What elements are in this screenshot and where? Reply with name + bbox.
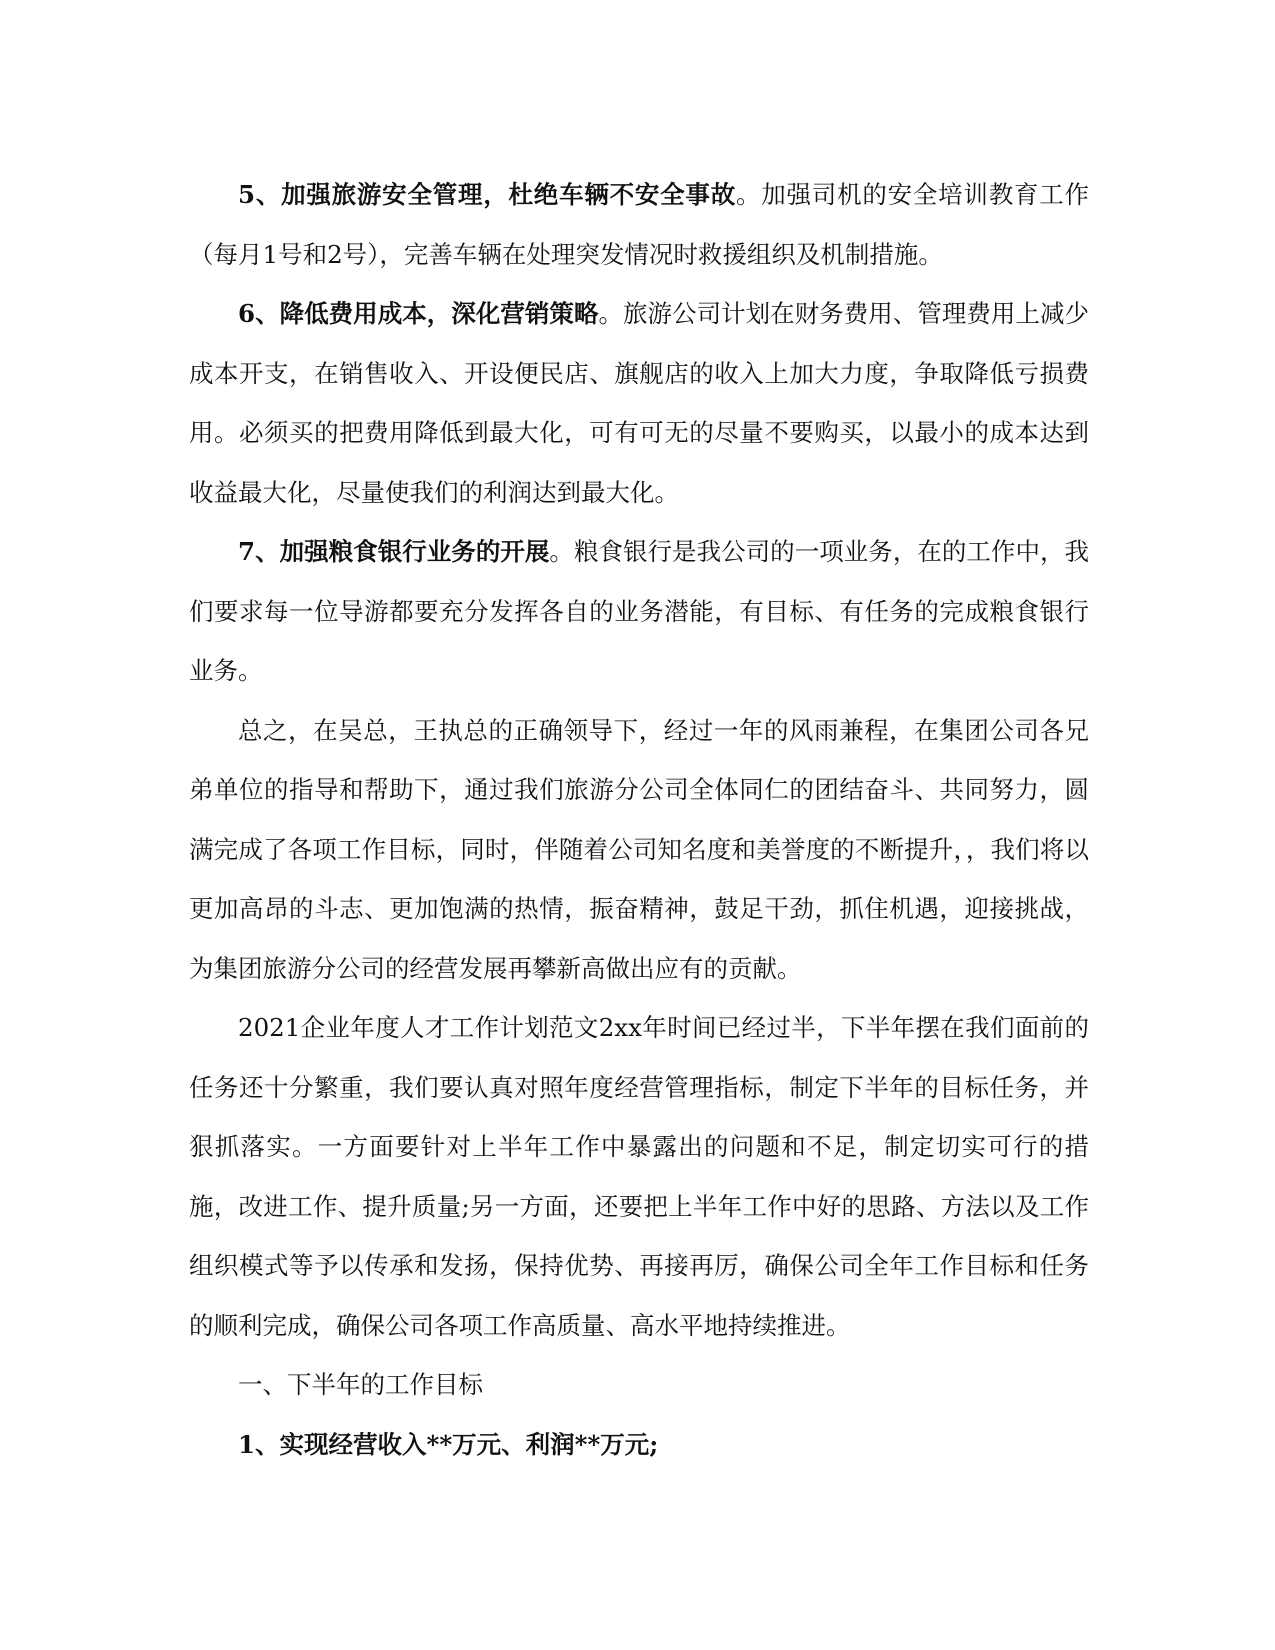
paragraph-safety: [189, 165, 1089, 284]
paragraph-cost: [189, 284, 1089, 522]
paragraph-text: 总之，在吴总，王执总的正确领导下，经过一年的风雨兼程，在集团公司各兄弟单位的指导和帮助下，通过我们旅游分公司全体同仁的团结奋斗、共同努力，圆满完成了各项工作目标，同时，伴随着公司知名度和美誉度的不断提升，，我们将以更加高昂的斗志、更加饱满的热情，振奋精神，鼓足干劲，抓住机遇，迎接挑战，为集团旅游分公司的经营发展再攀新高做出应有的贡献。: [189, 715, 1089, 983]
goal-item-1: 1、实现经营收入**万元、利润**万元;: [238, 1429, 659, 1459]
document-body: [189, 165, 1089, 1474]
paragraph-lead: 5、加强旅游安全管理，杜绝车辆不安全事故: [238, 180, 736, 209]
paragraph-lead: 6、降低费用成本，深化营销策略: [238, 299, 599, 328]
paragraph-text: 。加强司机的安全培训教育工作（每月1号和2号），完善车辆在处理突发情况时救援组织及机制措施。: [189, 180, 1090, 269]
paragraph-lead: 7、加强粮食银行业务的开展: [238, 537, 550, 566]
section-heading: 一、下半年的工作目标: [238, 1370, 483, 1399]
paragraph-text: 。粮食银行是我公司的一项业务，在的工作中，我们要求每一位导游都要充分发挥各自的业务潜能，有目标、有任务的完成粮食银行业务。: [189, 537, 1090, 685]
paragraph-summary: [189, 701, 1089, 999]
paragraph-text: 2021企业年度人才工作计划范文2xx年时间已经过半，下半年摆在我们面前的任务还十分繁重，我们要认真对照年度经营管理指标，制定下半年的目标任务，并狠抓落实。一方面要针对上半年工作中暴露出的问题和不足，制定切实可行的措施，改进工作、提升质量;另一方面，还要把上半年工作中好的思路、方法以及工作组织模式等予以传承和发扬，保持优势、再接再厉，确保公司全年工作目标和任务的顺利完成，确保公司各项工作高质量、高水平地持续推进。: [189, 1013, 1089, 1340]
paragraph-text: 。旅游公司计划在财务费用、管理费用上减少成本开支，在销售收入、开设便民店、旗舰店的收入上加大力度，争取降低亏损费用。必须买的把费用降低到最大化，可有可无的尽量不要购买，以最小的成本达到收益最大化，尽量使我们的利润达到最大化。: [189, 299, 1089, 507]
paragraph-plan-intro: [189, 998, 1089, 1355]
paragraph-grain-bank: [189, 522, 1089, 701]
